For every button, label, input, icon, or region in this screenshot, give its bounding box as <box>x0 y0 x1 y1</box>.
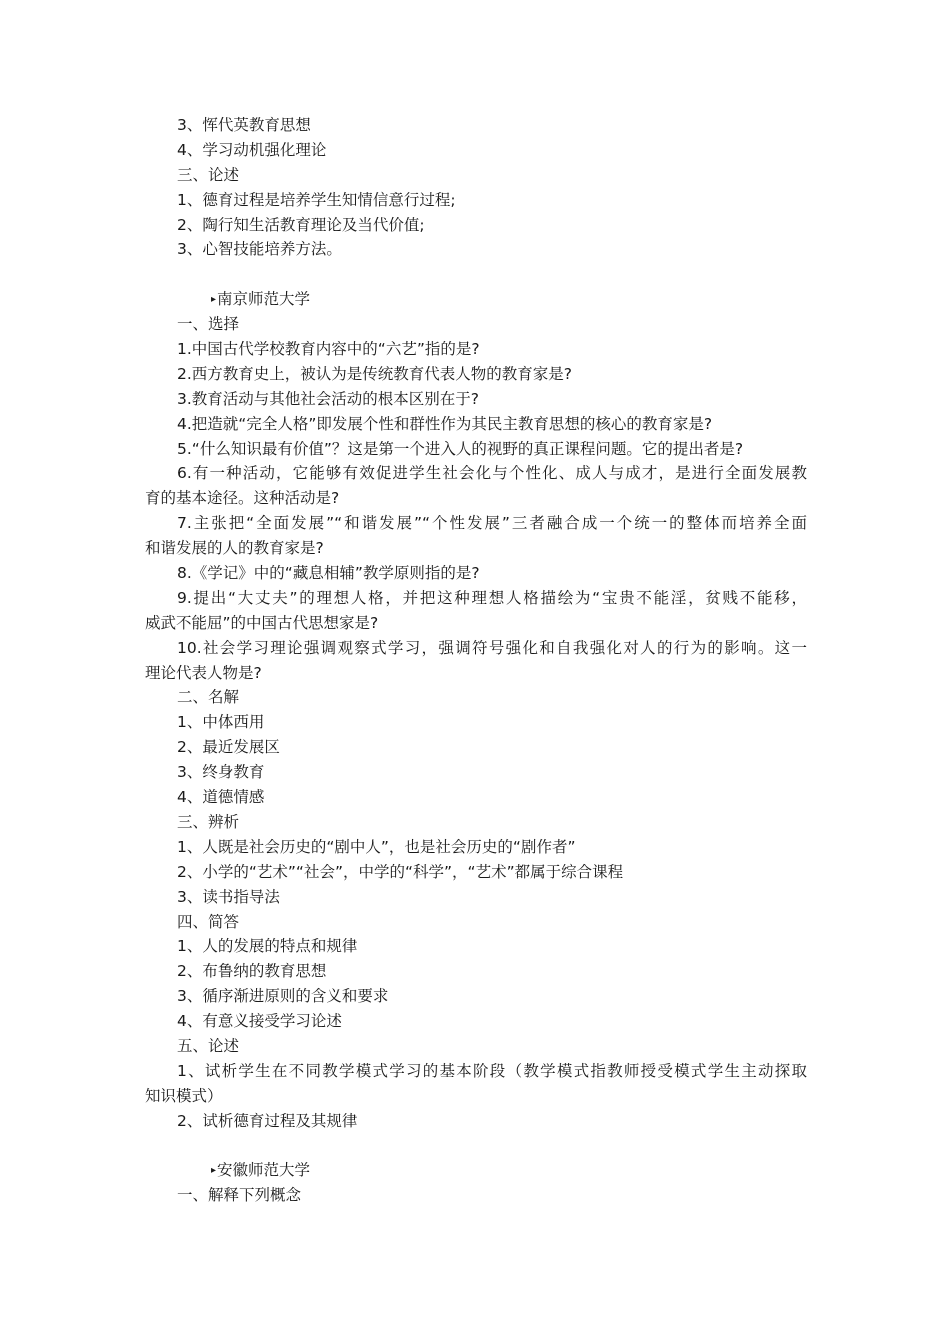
section-heading: 一、选择 <box>177 315 240 334</box>
question: 1.中国古代学校教育内容中的“六艺”指的是? <box>177 340 480 359</box>
spacer <box>0 1134 950 1159</box>
list-item: 2、试析德育过程及其规律 <box>177 1111 358 1130</box>
list-item: 1、中体西用 <box>177 713 265 732</box>
question: 6.有一种活动，它能够有效促进学生社会化与个性化、成人与成才，是进行全面发展教 <box>177 464 807 483</box>
question: 9.提出“大丈夫”的理想人格，并把这种理想人格描绘为“宝贵不能淫，贫贱不能移， <box>177 588 807 607</box>
list-item: 1、德育过程是培养学生知情信意行过程; <box>177 190 456 209</box>
question: 7.主张把“全面发展”“和谐发展”“个性发展”三者融合成一个统一的整体而培养全面 <box>177 514 807 533</box>
question: 4.把造就“完全人格”即发展个性和群性作为其民主教育思想的核心的教育家是? <box>177 414 713 433</box>
list-item: 1、人既是社会历史的“剧中人”，也是社会历史的“剧作者” <box>177 837 576 856</box>
question-continuation: 育的基本途径。这种活动是? <box>145 489 340 508</box>
triangle-bullet-icon: ▸ <box>211 1165 217 1177</box>
question: 5.“什么知识最有价值”？这是第一个进入人的视野的真正课程问题。它的提出者是? <box>177 439 744 458</box>
list-item: 3、循序渐进原则的含义和要求 <box>177 987 389 1006</box>
section-heading: 一、解释下列概念 <box>177 1186 302 1205</box>
spacer <box>0 262 950 287</box>
section-heading: 四、简答 <box>177 912 240 931</box>
school-heading-anhui <box>0 1158 950 1183</box>
list-item: 4、道德情感 <box>177 788 265 807</box>
question: 2.西方教育史上，被认为是传统教育代表人物的教育家是? <box>177 364 573 383</box>
question-continuation: 威武不能屈”的中国古代思想家是? <box>145 613 379 632</box>
triangle-bullet-icon: ▸ <box>211 294 217 306</box>
section-heading: 三、辨析 <box>177 812 240 831</box>
question: 3.教育活动与其他社会活动的根本区别在于? <box>177 389 480 408</box>
list-item: 2、小学的“艺术”“社会”，中学的“科学”，“艺术”都属于综合课程 <box>177 862 624 881</box>
list-item: 2、最近发展区 <box>177 738 280 757</box>
section-heading: 三、论述 <box>177 165 240 184</box>
list-item: 3、终身教育 <box>177 763 265 782</box>
question: 8.《学记》中的“藏息相辅”教学原则指的是? <box>177 564 480 583</box>
list-item-continuation: 知识模式） <box>145 1086 223 1105</box>
list-item: 2、布鲁纳的教育思想 <box>177 962 327 981</box>
section-heading: 二、名解 <box>177 688 240 707</box>
question-continuation: 和谐发展的人的教育家是? <box>145 539 324 558</box>
list-item: 3、恽代英教育思想 <box>177 116 311 134</box>
list-item: 4、学习动机强化理论 <box>177 140 327 159</box>
question-continuation: 理论代表人物是? <box>145 663 262 682</box>
document-page <box>0 113 950 1208</box>
list-item: 3、心智技能培养方法。 <box>177 240 342 259</box>
list-item: 1、人的发展的特点和规律 <box>177 937 358 956</box>
list-item: 2、陶行知生活教育理论及当代价值; <box>177 215 425 234</box>
school-heading-nanjing <box>0 287 950 312</box>
list-item: 1、试析学生在不同教学模式学习的基本阶段（教学模式指教师授受模式学生主动探取 <box>177 1061 807 1080</box>
school-name: 南京师范大学 <box>217 290 311 309</box>
list-item: 3、读书指导法 <box>177 887 280 906</box>
section-heading: 五、论述 <box>177 1036 240 1055</box>
school-name: 安徽师范大学 <box>217 1161 311 1180</box>
question: 10.社会学习理论强调观察式学习，强调符号强化和自我强化对人的行为的影响。这一 <box>177 638 807 657</box>
list-item: 4、有意义接受学习论述 <box>177 1012 342 1031</box>
